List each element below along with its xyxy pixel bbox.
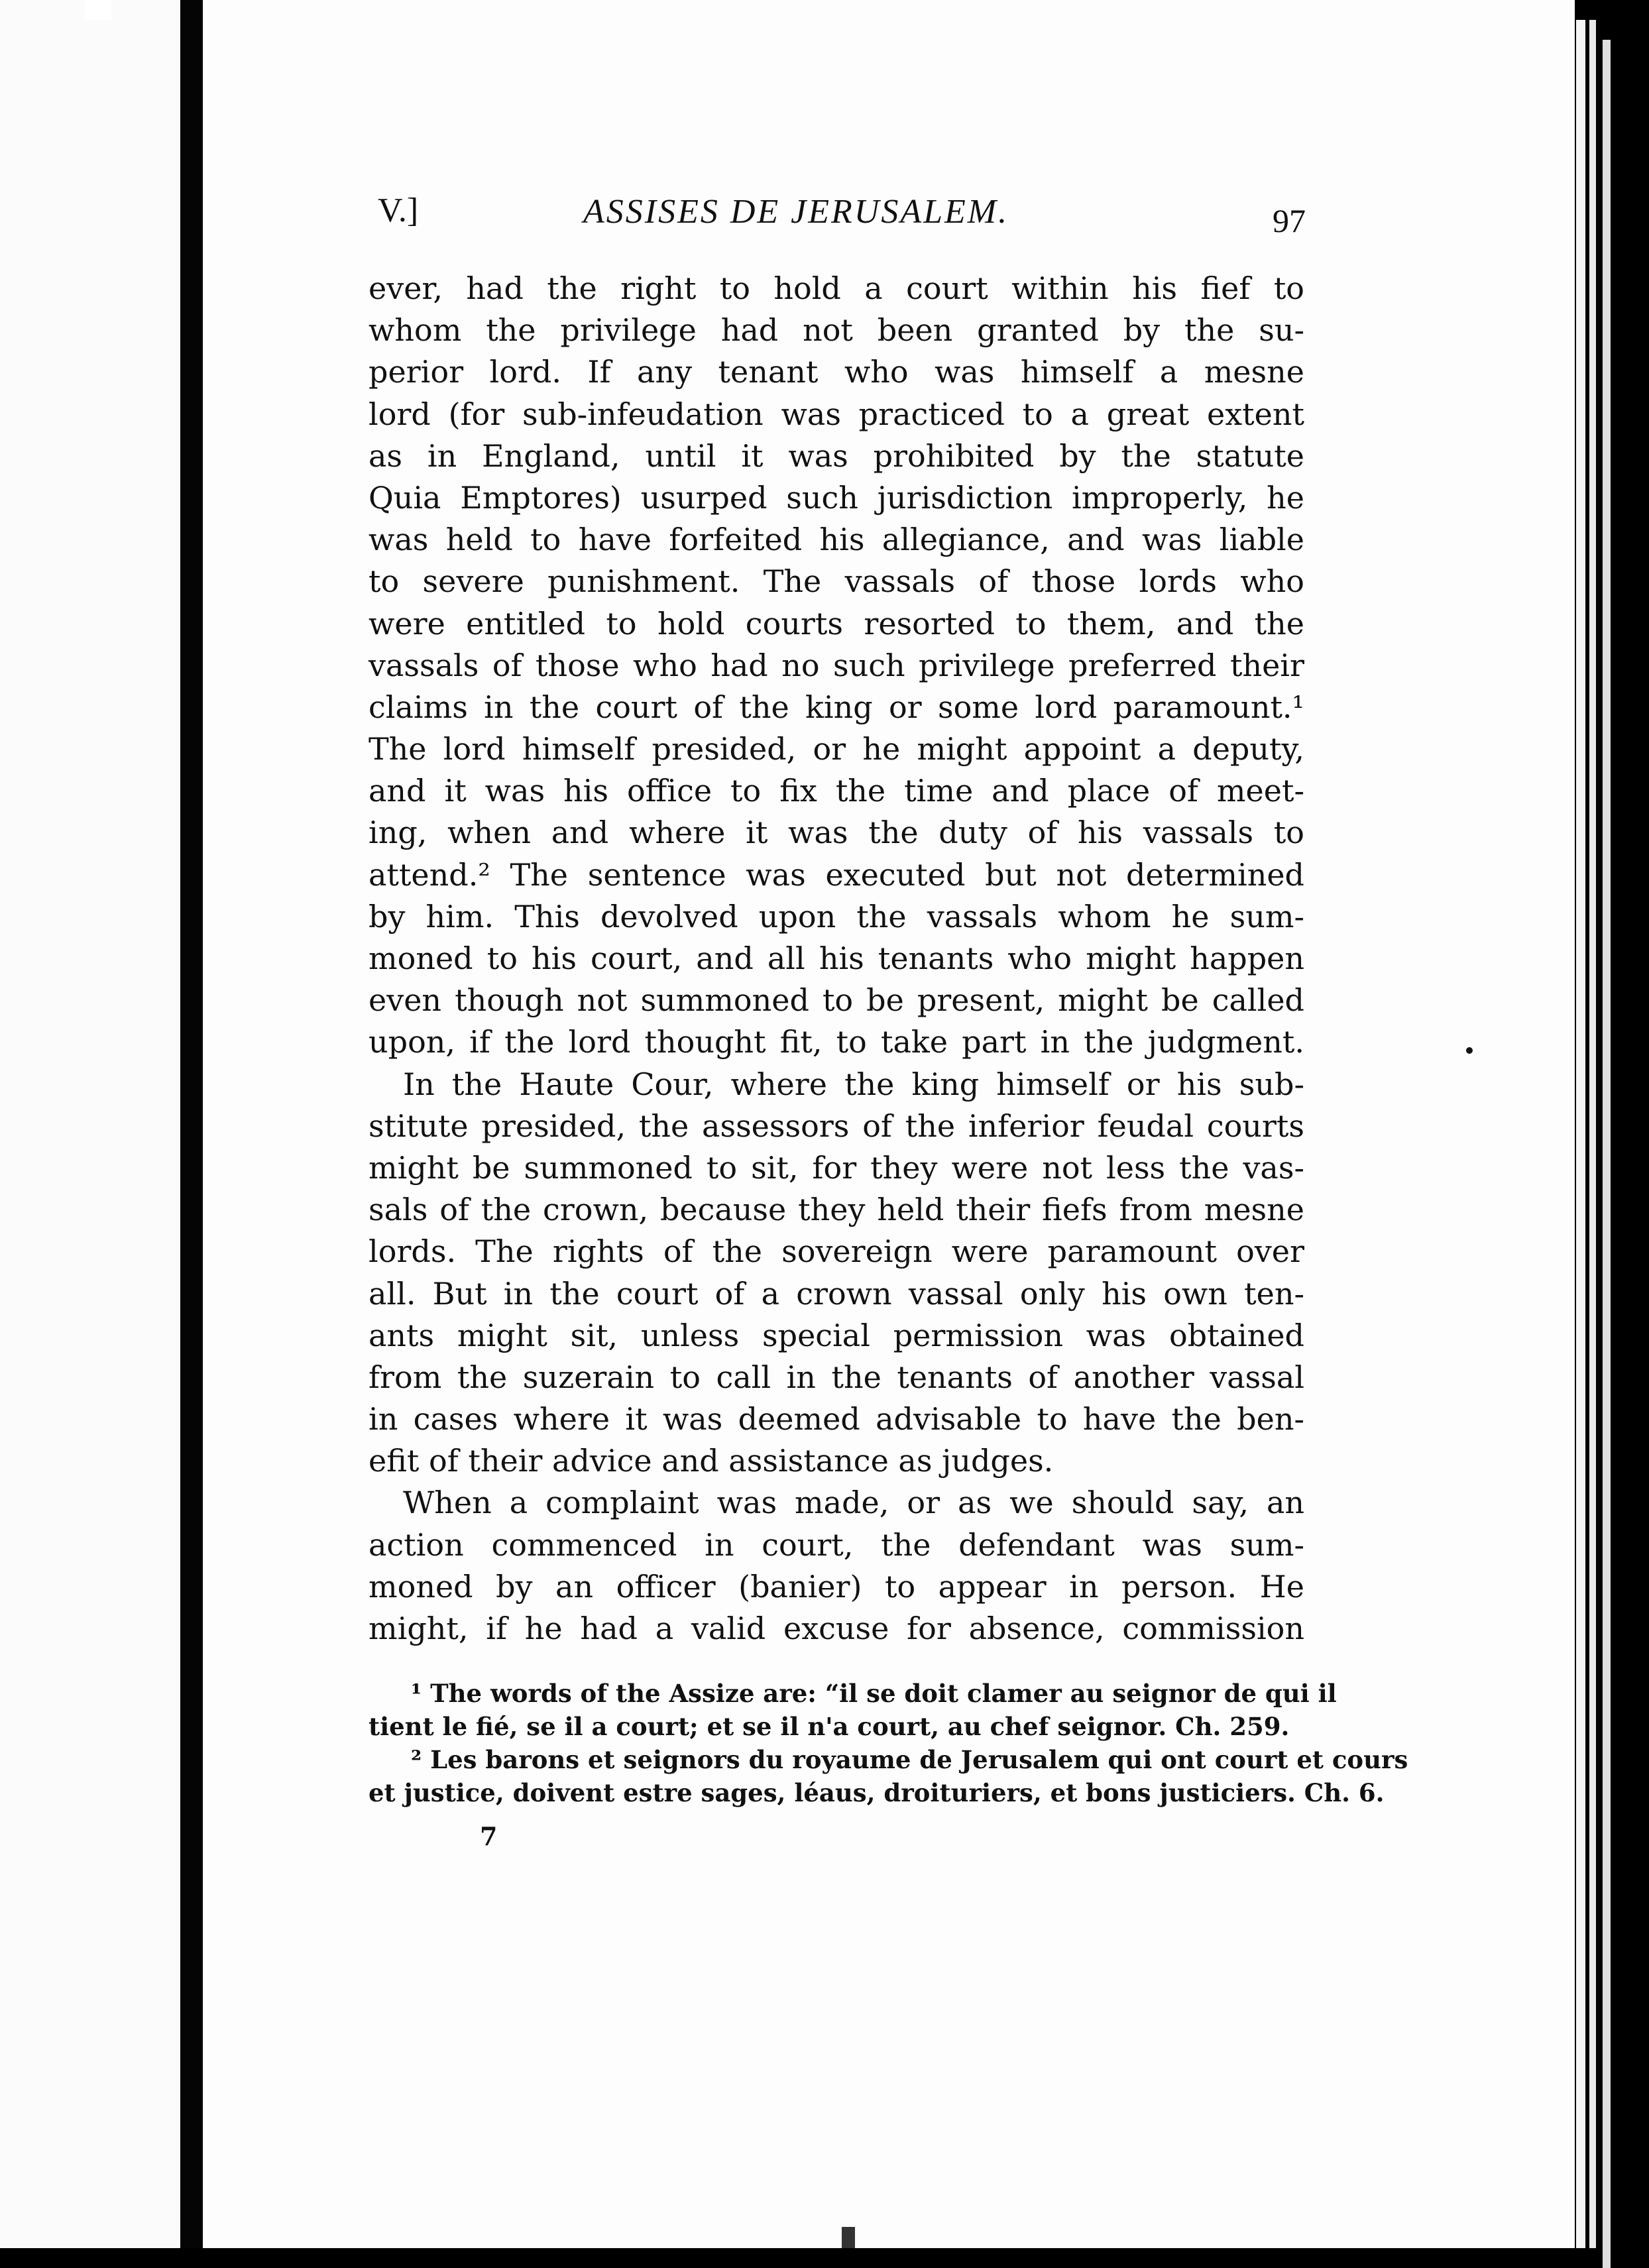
footnote-line: ² Les barons et seignors du royaume de Jerusalem qui ont court et cours — [411, 1745, 1408, 1774]
text-line: in cases where it was deemed advisable to have the ben- — [369, 1401, 1304, 1438]
ink-speck — [1466, 1047, 1473, 1054]
text-line: might be summoned to sit, for they were not less the vas- — [369, 1149, 1304, 1186]
chapter-marker: V.] — [378, 192, 419, 229]
footnotes — [369, 1677, 1408, 1809]
text-line: by him. This devolved upon the vassals whom he sum- — [369, 898, 1304, 935]
text-line: ing, when and where it was the duty of his vassals to — [369, 815, 1304, 851]
text-line: was held to have forfeited his allegiance, and was liable — [369, 522, 1304, 558]
left-page-mark — [85, 0, 111, 20]
body-text — [369, 268, 1304, 1650]
binding-mark — [842, 2227, 855, 2248]
text-line: and it was his office to fix the time and place of meet- — [369, 773, 1304, 809]
text-line: as in England, until it was prohibited by the statute — [369, 437, 1304, 474]
page-edge — [1603, 40, 1611, 2268]
text-line: claims in the court of the king or some lord paramount.¹ — [369, 689, 1304, 725]
running-header — [371, 187, 1306, 240]
text-line: action commenced in court, the defendant was sum- — [369, 1526, 1304, 1563]
text-line: were entitled to hold courts resorted to them, and the — [369, 605, 1304, 642]
text-line: ever, had the right to hold a court within his fief to — [369, 270, 1304, 306]
text-line: In the Haute Cour, where the king himself or his sub- — [403, 1066, 1304, 1102]
footnote-line: tient le fié, se il a court; et se il n'a court, au chef seignor. Ch. 259. — [369, 1712, 1290, 1741]
text-line: lord (for sub-infeudation was practiced to a great extent — [369, 396, 1304, 432]
text-line: moned by an officer (banier) to appear in person. He — [369, 1568, 1304, 1605]
text-line: stitute presided, the assessors of the inferior feudal courts — [369, 1107, 1304, 1144]
signature-mark: 7 — [480, 1821, 498, 1851]
page-number: 97 — [1273, 202, 1306, 239]
text-line: might, if he had a valid excuse for absence, commission — [369, 1611, 1304, 1646]
text-line: The lord himself presided, or he might appoint a deputy, — [369, 731, 1304, 767]
text-line: from the suzerain to call in the tenants of another vassal — [369, 1359, 1304, 1395]
page-edge — [1589, 20, 1596, 2248]
text-line: lords. The rights of the sovereign were paramount over — [369, 1233, 1304, 1270]
running-title: ASSISES DE JERUSALEM. — [583, 193, 1009, 231]
text-line: attend.² The sentence was executed but not determined — [369, 856, 1304, 893]
book-gutter — [180, 0, 203, 2248]
text-line: ants might sit, unless special permission was obtained — [369, 1317, 1304, 1353]
text-line: to severe punishment. The vassals of those lords who — [369, 563, 1304, 600]
left-facing-page — [0, 0, 180, 2248]
text-line: vassals of those who had no such privilege preferred their — [369, 647, 1304, 683]
footnote-line: et justice, doivent estre sages, léaus, droituriers, et bons justiciers. Ch. 6. — [369, 1778, 1385, 1807]
text-line: whom the privilege had not been granted by the su- — [369, 312, 1304, 349]
text-line: upon, if the lord thought fit, to take part in the judgment. — [369, 1024, 1304, 1060]
text-line: moned to his court, and all his tenants who might happen — [369, 940, 1304, 976]
text-line: even though not summoned to be present, might be called — [369, 982, 1304, 1019]
text-line: efit of their advice and assistance as judges. — [369, 1443, 1054, 1479]
text-line: When a complaint was made, or as we should say, an — [403, 1485, 1304, 1521]
text-line: Quia Emptores) usurped such jurisdiction improperly, he — [369, 479, 1304, 516]
text-line: sals of the crown, because they held their fiefs from mesne — [369, 1192, 1304, 1228]
page-edge — [1576, 20, 1585, 2248]
text-line: all. But in the court of a crown vassal only his own ten- — [369, 1275, 1304, 1312]
footnote-line: ¹ The words of the Assize are: “il se doit clamer au seignor de qui il — [411, 1679, 1337, 1708]
text-line: perior lord. If any tenant who was himself a mesne — [369, 354, 1304, 390]
